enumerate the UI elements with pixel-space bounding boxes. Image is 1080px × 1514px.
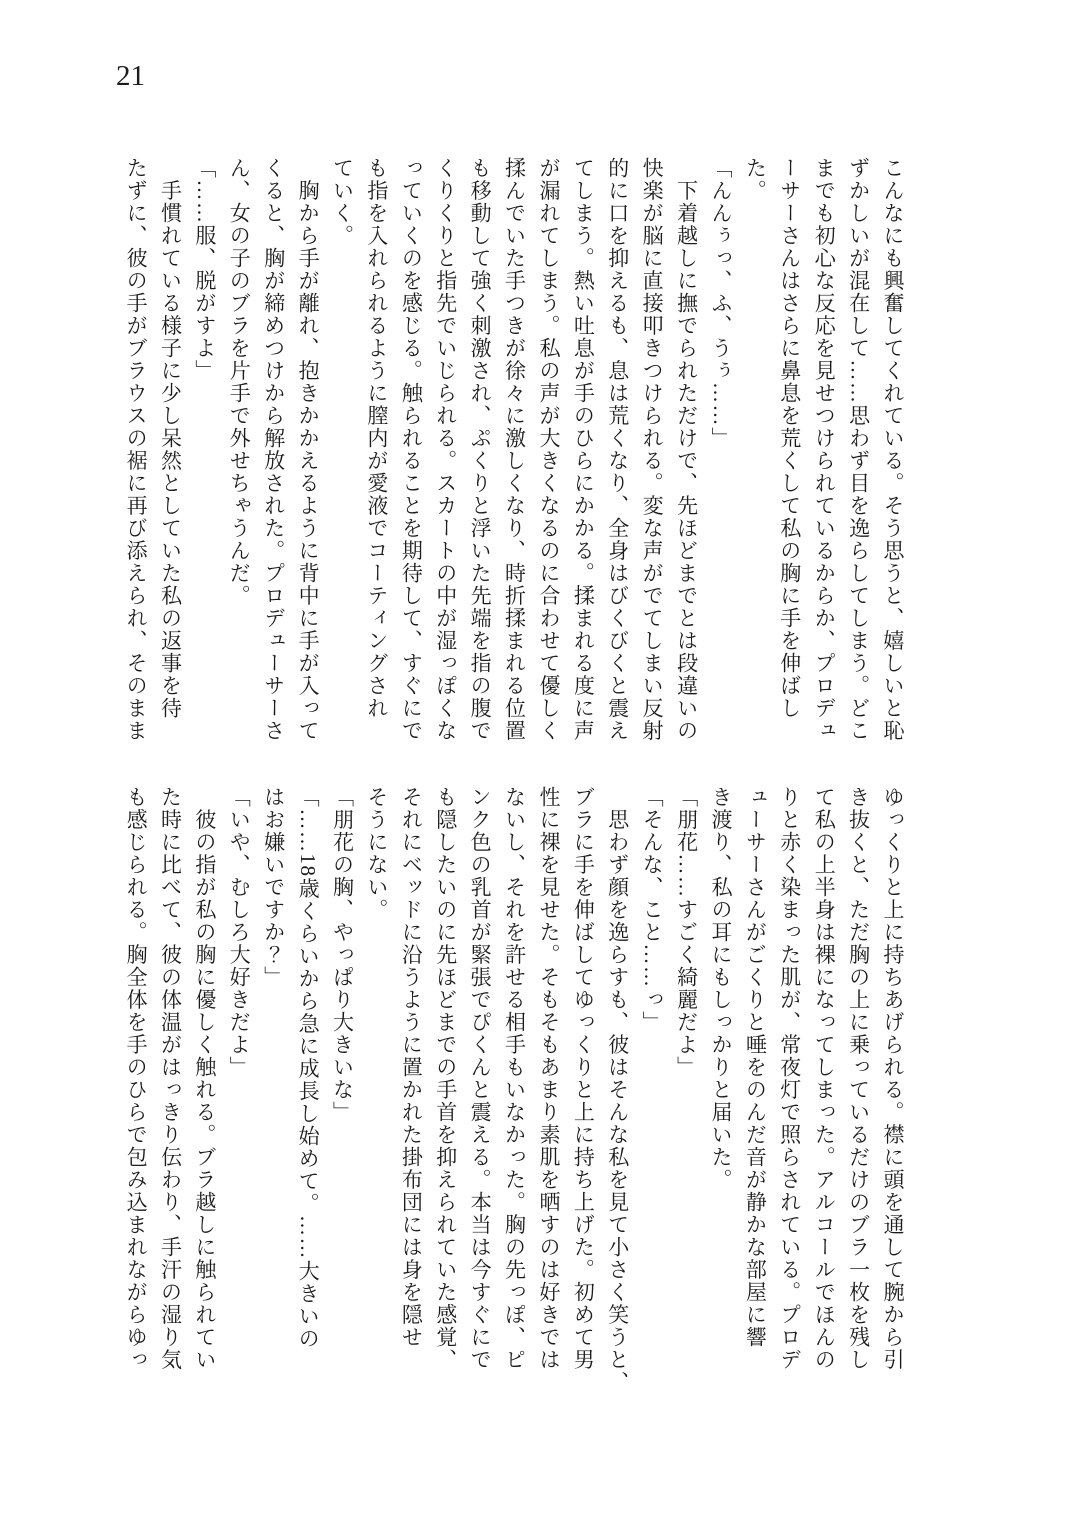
text-column: も感じられる。胸全体を手のひらで包み込まれながらゆっ	[124, 786, 149, 1371]
text-column: き抜くと、ただ胸の上に乗っているだけのブラ一枚を残し	[846, 786, 871, 1371]
text-column: ゆっくりと上に持ちあげられる。襟に頭を通して腕から引	[881, 786, 905, 1371]
text-column: りと赤く染まった肌が、常夜灯で照らされている。プロデ	[777, 786, 802, 1371]
text-column: はお嫌いですか？」	[261, 786, 286, 989]
text-column: 揉んでいた手つきが徐々に激しくなり、時折揉まれる位置	[502, 157, 527, 742]
text-column: くりくりと指先でいじられる。スカートの中が湿っぽくな	[433, 157, 458, 742]
text-column: 的に口を抑えるも、息は荒くなり、全身はびくびくと震え	[605, 157, 630, 742]
text-column: も隠したいのに先ほどまでの手首を抑えられていた感覚、	[433, 786, 458, 1371]
text-column: ブラに手を伸ばしてゆっくりと上に持ち上げた。初めて男	[571, 786, 596, 1371]
text-column: くると、胸が締めつけから解放された。プロデューサーさ	[261, 157, 286, 742]
text-column: までも初心な反応を見せつけられているからか、プロデュ	[812, 157, 837, 742]
text-column: 「んんぅっ、ふ、うぅ……」	[708, 157, 733, 450]
page-number: 21	[116, 60, 145, 92]
text-column: た時に比べて、彼の体温がはっきり伝わり、手汗の湿り気	[158, 786, 183, 1371]
text-column: 「朋花……すごく綺麗だよ」	[674, 786, 699, 1079]
text-column: 「……服、脱がすよ」	[192, 157, 217, 382]
text-column: 「……18歳くらいから急に成長し始めて。……大きいの	[296, 786, 321, 1350]
text-column: ンク色の乳首が緊張でぴくんと震える。本当は今すぐにで	[468, 786, 493, 1371]
text-column: て私の上半身は裸になってしまった。アルコールでほんの	[812, 786, 837, 1371]
text-column: 「朋花の胸、やっぱり大きいな」	[330, 786, 355, 1124]
text-column: それにベッドに沿うように置かれた掛布団には身を隠せ	[399, 786, 424, 1349]
text-column: ューサーさんがごくりと唾をのんだ音が静かな部屋に響	[743, 786, 768, 1349]
text-column: が漏れてしまう。私の声が大きくなるのに合わせて優しく	[536, 157, 561, 742]
text-column: ーサーさんはさらに鼻息を荒くして私の胸に手を伸ばし	[777, 157, 802, 720]
text-column: ん、女の子のブラを片手で外せちゃうんだ。	[227, 157, 252, 607]
text-column: き渡り、私の耳にもしっかりと届いた。	[708, 786, 733, 1191]
text-block-top	[119, 157, 910, 749]
text-column: 思わず顔を逸らすも、彼はそんな私を見て小さく笑うと、	[605, 786, 630, 1394]
text-column: も指を入れられるように膣内が愛液でコーティングされ	[364, 157, 389, 720]
text-column: ていく。	[330, 157, 355, 247]
text-column: そうにない。	[364, 786, 389, 921]
text-column: 手慣れている様子に少し呆然としていた私の返事を待	[158, 157, 183, 720]
text-column: 「そんな、こと……っ」	[640, 786, 665, 1034]
text-column: っていくのを感じる。触られることを期待して、すぐにで	[399, 157, 424, 742]
text-column: 快楽が脳に直接叩きつけられる。変な声がでてしまい反射	[640, 157, 665, 742]
text-column: 彼の指が私の胸に優しく触れる。ブラ越しに触られてい	[192, 786, 217, 1371]
text-column: 性に裸を見せた。そもそもあまり素肌を晒すのは好きでは	[536, 786, 561, 1371]
text-column: ないし、それを許せる相手もいなかった。胸の先っぽ、ピ	[502, 786, 527, 1371]
text-column: た。	[743, 157, 768, 202]
text-column: ずかしいが混在して……思わず目を逸らしてしまう。どこ	[846, 157, 871, 742]
text-block-bottom	[119, 786, 910, 1394]
text-column: たずに、彼の手がブラウスの裾に再び添えられ、そのまま	[124, 157, 149, 742]
text-column: 下着越しに撫でられただけで、先ほどまでとは段違いの	[674, 157, 699, 742]
text-column: も移動して強く刺激され、ぷくりと浮いた先端を指の腹で	[468, 157, 493, 742]
text-column: 「いや、むしろ大好きだよ」	[227, 786, 252, 1079]
text-column: 胸から手が離れ、抱きかかえるように背中に手が入って	[296, 157, 321, 742]
text-column: てしまう。熱い吐息が手のひらにかかる。揉まれる度に声	[571, 157, 596, 742]
text-column: こんなにも興奮してくれている。そう思うと、嬉しいと恥	[881, 157, 905, 742]
